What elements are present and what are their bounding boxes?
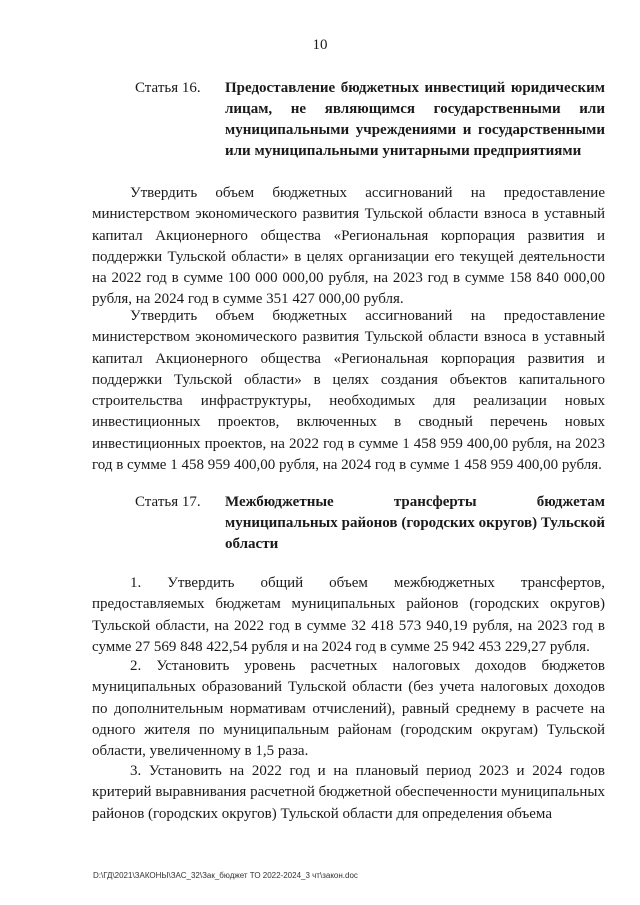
article-17-heading [135,492,605,555]
article-17-paragraph-2: 2. Установить уровень расчетных налоговых доходов бюджетов муниципальных образований Тульской области (без учета налоговых доходов по дополнительным нормативам отчислений), равный среднему в расчете на одного жителя по муниципальным районам (городским округам) Тульской области, увеличенному в 1,5 раза. [92,658,605,760]
file-path-footer: D:\ГД\2021\ЗАКОНЫ\ЗАС_32\Зак_бюджет ТО 2022-2024_3 чт\закон.doc [93,871,358,880]
article-16-label: Статья 16. [135,80,201,96]
article-17-paragraph-1: 1. Утвердить общий объем межбюджетных трансфертов, предоставляемых бюджетам муниципальных районов (городских округов) Тульской области, на 2022 год в сумме 32 418 573 940,19 рубля, на 2023 год в сумме 27 569 848 422,54 рубля и на 2024 год в сумме 25 942 453 229,27 рубля. [92,575,605,655]
article-17-paragraph-3: 3. Установить на 2022 год и на плановый период 2023 и 2024 годов критерий выравнивания расчетной бюджетной обеспеченности муниципальных районов (городских округов) Тульской области для определения объема [92,763,605,822]
article-16-heading [135,78,605,162]
article-17-label: Статья 17. [135,494,201,510]
article-16-paragraph-2: Утвердить объем бюджетных ассигнований на предоставление министерством экономического развития Тульской области взноса в уставный капитал Акционерного общества «Региональная корпорация развития и поддержки Тульской области» в целях создания объектов капитального строительства инфраструктуры, необходимых для реализации новых инвестиционных проектов, включенных в сводный перечень новых инвестиционных проектов, на 2022 год в сумме 1 458 959 400,00 рубля, на 2023 год в сумме 1 458 959 400,00 рубля, на 2024 год в сумме 1 458 959 400,00 рубля. [92,308,605,474]
article-16-paragraph-1: Утвердить объем бюджетных ассигнований на предоставление министерством экономического развития Тульской области взноса в уставный капитал Акционерного общества «Региональная корпорация развития и поддержки Тульской области» в целях организации его текущей деятельности на 2022 год в сумме 100 000 000,00 рубля, на 2023 год в сумме 158 840 000,00 рубля, на 2024 год в сумме 351 427 000,00 рубля. [92,185,605,308]
article-16-title: Предоставление бюджетных инвестиций юридическим лицам, не являющимся государственными или муниципальными учреждениями и государственными или муниципальными унитарными предприятиями [225,80,605,159]
page-number: 10 [312,37,328,53]
article-17-title: Межбюджетные трансферты бюджетам муниципальных районов (городских округов) Тульской области [225,494,605,552]
